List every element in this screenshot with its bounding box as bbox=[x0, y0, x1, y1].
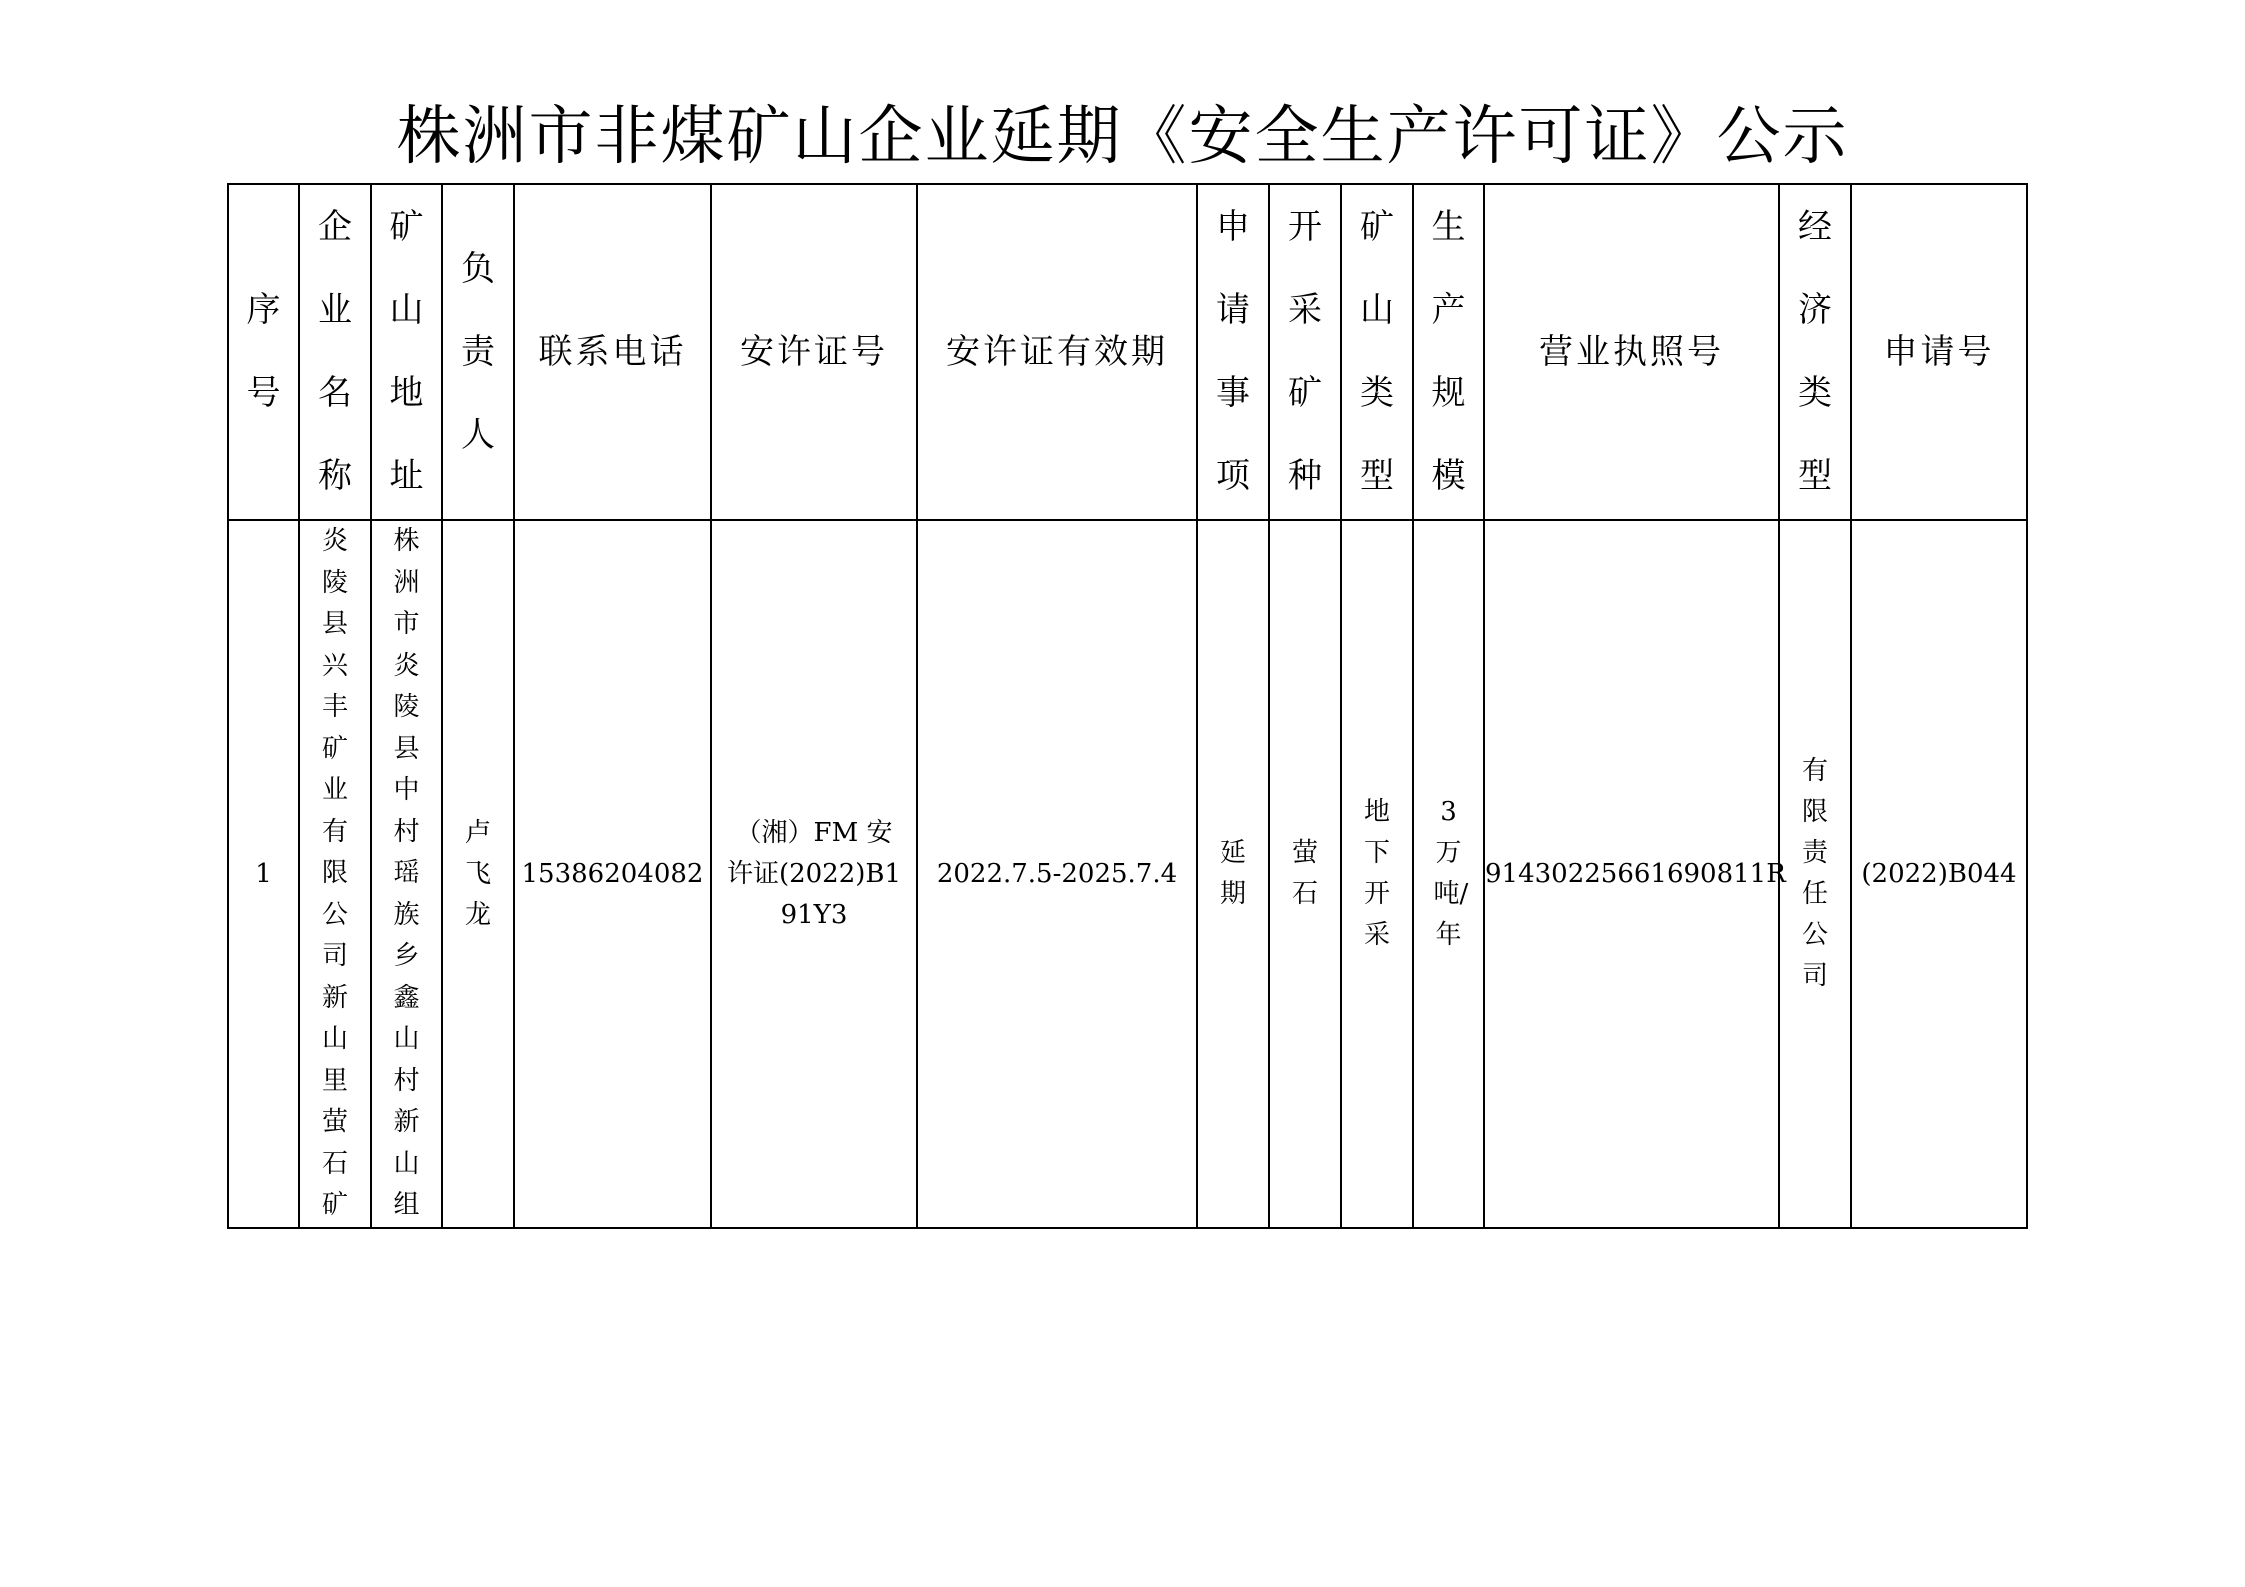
cell-mineral: 萤石 bbox=[1269, 520, 1341, 1228]
header-index: 序号 bbox=[228, 184, 299, 520]
table-row bbox=[228, 520, 2027, 1228]
header-mineral: 开采矿种 bbox=[1269, 184, 1341, 520]
header-manager: 负责人 bbox=[442, 184, 514, 520]
cell-company: 炎陵县兴丰矿业有限公司新山里萤石矿 bbox=[299, 520, 371, 1228]
header-business-license: 营业执照号 bbox=[1484, 184, 1779, 520]
cell-application: 延期 bbox=[1197, 520, 1269, 1228]
header-scale: 生产规模 bbox=[1413, 184, 1484, 520]
header-phone: 联系电话 bbox=[514, 184, 711, 520]
header-address: 矿山地址 bbox=[371, 184, 442, 520]
cell-economic-type: 有限责任公司 bbox=[1779, 520, 1851, 1228]
header-validity: 安许证有效期 bbox=[917, 184, 1197, 520]
cell-scale: 3万吨/年 bbox=[1413, 520, 1484, 1228]
cell-address: 株洲市炎陵县中村瑶族乡鑫山村新山组 bbox=[371, 520, 442, 1228]
header-mine-type: 矿山类型 bbox=[1341, 184, 1413, 520]
page-title: 株洲市非煤矿山企业延期《安全生产许可证》公示 bbox=[396, 100, 1849, 174]
cell-business-license: 91430225661690811R bbox=[1484, 520, 1779, 1228]
header-application-no: 申请号 bbox=[1851, 184, 2027, 520]
cell-index: 1 bbox=[228, 520, 299, 1228]
cell-phone: 15386204082 bbox=[514, 520, 711, 1228]
cell-validity: 2022.7.5-2025.7.4 bbox=[917, 520, 1197, 1228]
header-company: 企业名称 bbox=[299, 184, 371, 520]
header-economic-type: 经济类型 bbox=[1779, 184, 1851, 520]
header-license-no: 安许证号 bbox=[711, 184, 917, 520]
table-header-row bbox=[228, 184, 2027, 520]
header-application: 申请事项 bbox=[1197, 184, 1269, 520]
permit-table bbox=[227, 183, 2028, 1229]
cell-mine-type: 地下开采 bbox=[1341, 520, 1413, 1228]
cell-application-no: (2022)B044 bbox=[1851, 520, 2027, 1228]
cell-manager: 卢飞龙 bbox=[442, 520, 514, 1228]
cell-license-no: （湘）FM 安许证(2022)B191Y3 bbox=[711, 520, 917, 1228]
